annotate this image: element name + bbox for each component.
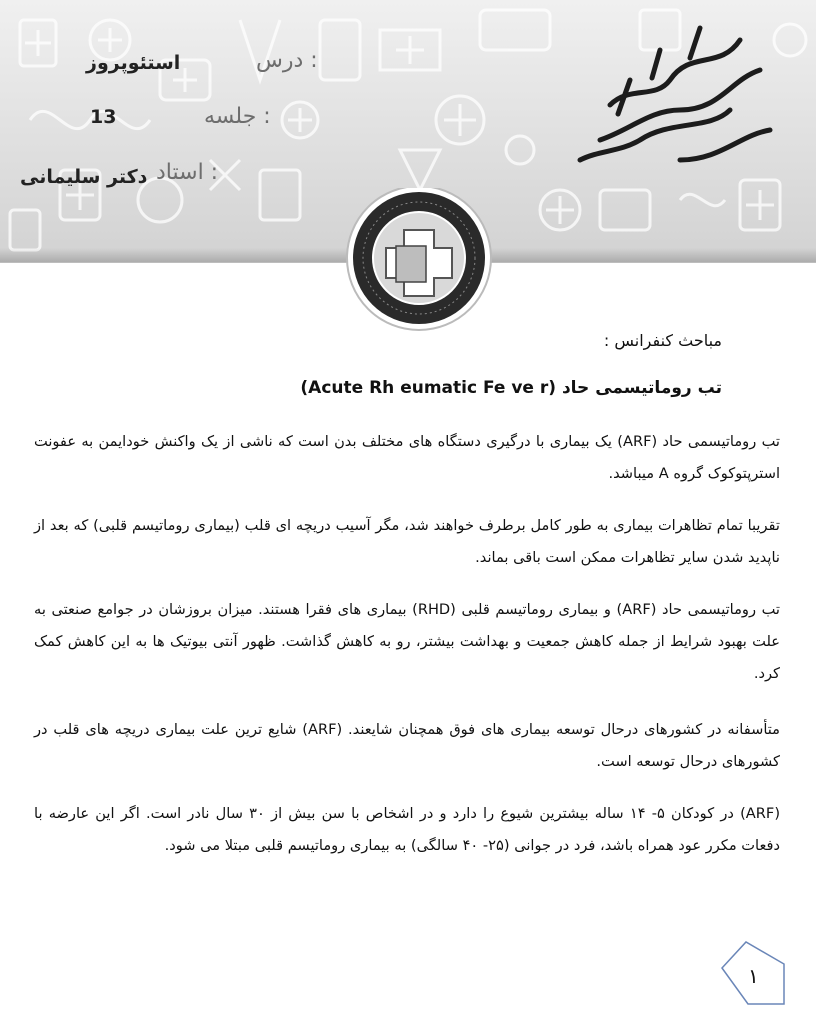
session-label: جلسه : xyxy=(204,104,271,129)
university-seal-icon xyxy=(334,188,504,340)
teacher-label: استاد : xyxy=(156,160,219,185)
teacher-value: دکتر سلیمانی xyxy=(20,166,148,188)
session-value: 13 xyxy=(90,106,117,128)
course-value: استئوپروز xyxy=(86,52,181,74)
paragraph-1: تب روماتیسمی حاد (ARF) یک بیماری با درگیری دستگاه های مختلف بدن است که ناشی از یک واکنش خودایمن به عفونت استرپتوکوک گروه A میباشد. xyxy=(34,433,780,482)
page-number-badge xyxy=(718,940,788,1006)
paragraph-2: تقریبا تمام تظاهرات بیماری به طور کامل برطرف خواهند شد، مگر آسیب دریچه ای قلب (بیماری روماتیسم قلبی) که بعد از ناپدید شدن سایر تظاهرات ممکن است باقی بماند. xyxy=(34,517,780,566)
paragraph-4: متأسفانه در کشورهای درحال توسعه بیماری های فوق همچنان شایعند. (ARF) شایع ترین علت بیماری دریچه های قلب در کشورهای درحال توسعه است. xyxy=(34,721,780,770)
section-title: مباحث کنفرانس : xyxy=(603,331,722,350)
paragraph-5: (ARF) در کودکان ۵- ۱۴ ساله بیشترین شیوع را دارد و در اشخاص با سن بیش از ۳۰ سال نادر است. اگر این عارضه با دفعات مکرر عود همراه باشد، فرد در جوانی (۲۵- ۴۰ سالگی) به بیماری روماتیسم قلبی مبتلا می شود. xyxy=(34,805,781,854)
paragraph-3: تب روماتیسمی حاد (ARF) و بیماری روماتیسم قلبی (RHD) بیماری های فقرا هستند. میزان بروزشان در جوامع صنعتی به علت بهبود شرایط از جمله کاهش جمعیت و بهداشت بیشتر، رو به کاهش گذاشت. ظهور آنتی بیوتیک ها به این کاهش کمک کرد. xyxy=(34,601,780,682)
course-label: درس : xyxy=(256,48,318,73)
page-number: ۱ xyxy=(748,964,759,988)
calligraphy-logo-icon xyxy=(540,20,780,180)
topic-heading: تب روماتیسمی حاد (Acute Rh eumatic Fe ve r) xyxy=(300,378,722,398)
